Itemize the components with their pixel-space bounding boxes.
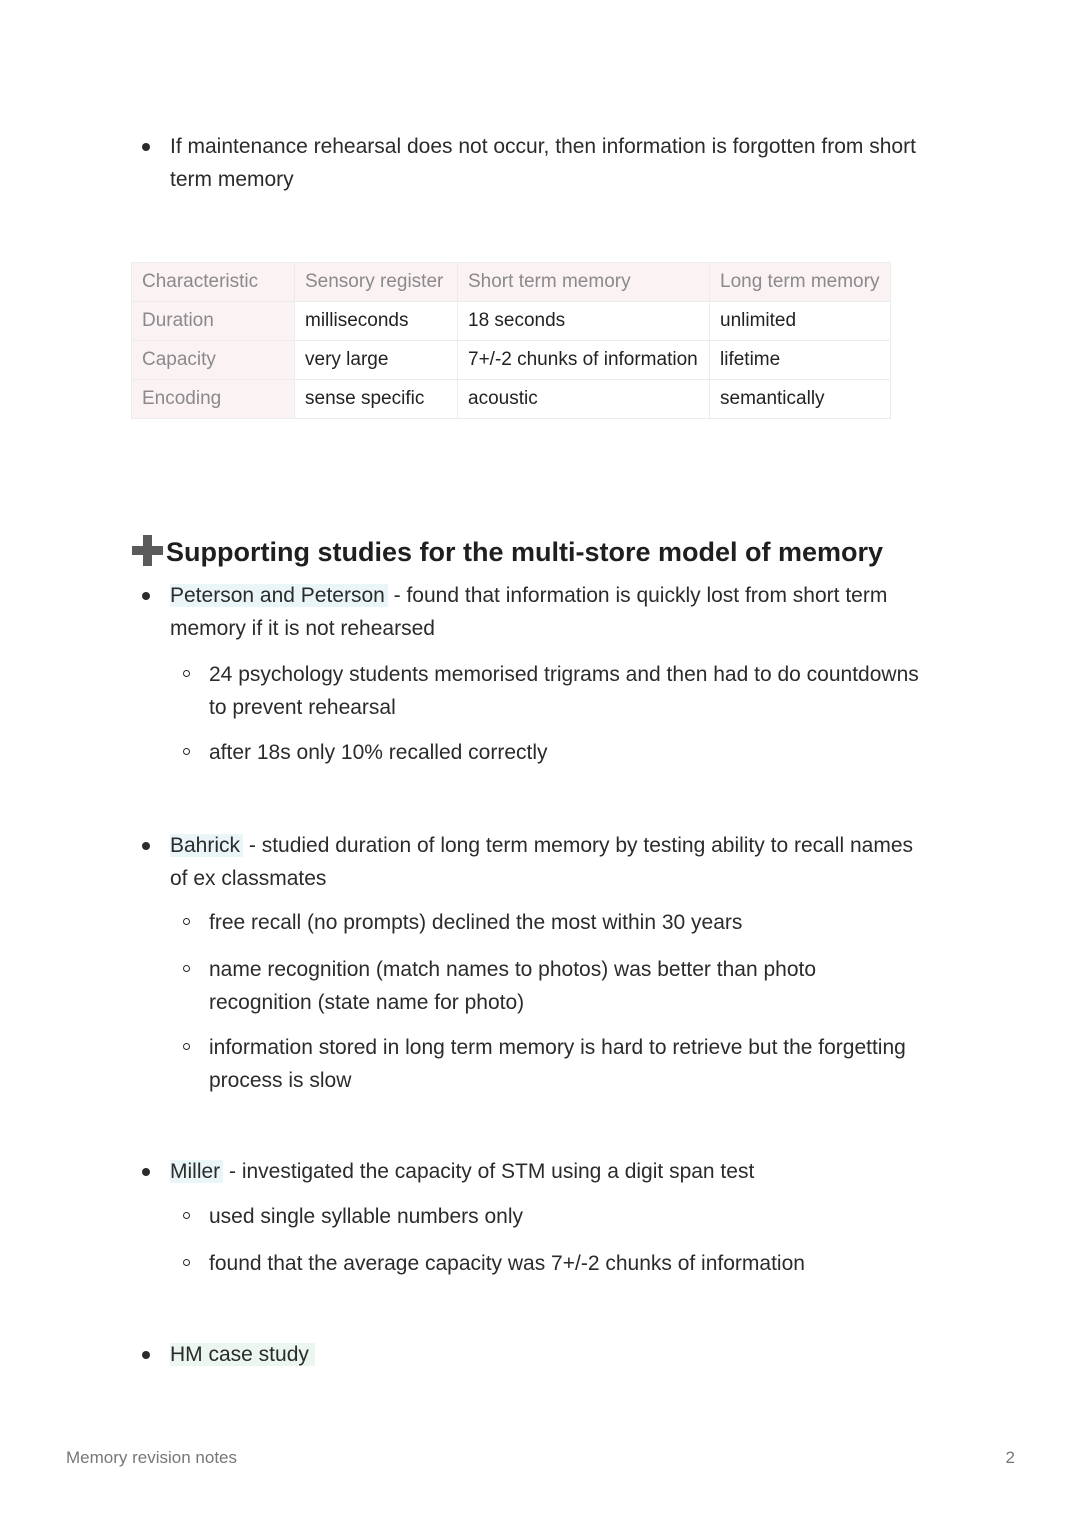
table-cell: semantically <box>710 380 891 419</box>
table-cell: sense specific <box>295 380 458 419</box>
study-name-highlight: Bahrick <box>170 834 243 857</box>
study-miller-line1 <box>170 1155 754 1188</box>
table-row-header: Encoding <box>132 380 295 419</box>
study-bahrick-line1 <box>170 829 913 862</box>
sub-bullet-ring <box>183 1043 190 1050</box>
footer-title: Memory revision notes <box>66 1448 238 1467</box>
memory-store-table <box>131 262 891 419</box>
study-name-highlight: Miller <box>170 1160 223 1183</box>
table-cell: unlimited <box>710 302 891 341</box>
section-heading <box>131 532 883 572</box>
sub-bullet-line1: name recognition (match names to photos) was better than photo <box>209 958 817 981</box>
sub-bullet-line1: after 18s only 10% recalled correctly <box>209 741 548 764</box>
table-cell: milliseconds <box>295 302 458 341</box>
sub-bullet-ring <box>183 748 190 755</box>
study-description: - studied duration of long term memory by testing ability to recall names <box>243 834 914 857</box>
sub-bullet-line2: process is slow <box>209 1069 352 1092</box>
section-heading-text: Supporting studies for the multi-store model of memory <box>166 537 884 567</box>
study-name-highlight: Peterson and Peterson <box>170 584 388 607</box>
intro-bullet-line1: If maintenance rehearsal does not occur, then information is forgotten from short <box>170 135 916 158</box>
table-row <box>132 302 891 341</box>
table-cell: lifetime <box>710 341 891 380</box>
bullet-dot <box>142 1351 150 1359</box>
sub-bullet-line2: to prevent rehearsal <box>209 696 396 719</box>
table-row <box>132 341 891 380</box>
study-description: - investigated the capacity of STM using a digit span test <box>223 1160 755 1183</box>
sub-bullet-ring <box>183 670 190 677</box>
study-peterson-line2: memory if it is not rehearsed <box>170 617 435 640</box>
study-bahrick-line2: of ex classmates <box>170 867 327 890</box>
bullet-dot <box>142 842 150 850</box>
table-row-header: Duration <box>132 302 295 341</box>
table-header-cell: Long term memory <box>710 263 891 302</box>
sub-bullet-line1: free recall (no prompts) declined the most within 30 years <box>209 911 743 934</box>
table-header-cell: Short term memory <box>458 263 710 302</box>
study-description: - found that information is quickly lost from short term <box>387 584 888 607</box>
study-hm-line1 <box>170 1338 315 1371</box>
sub-bullet-ring <box>183 965 190 972</box>
sub-bullet-line2: recognition (state name for photo) <box>209 991 525 1014</box>
page-number: 2 <box>1005 1448 1015 1467</box>
sub-bullet-ring <box>183 1259 190 1266</box>
plus-icon <box>131 534 164 567</box>
table-row <box>132 380 891 419</box>
table-header-cell: Sensory register <box>295 263 458 302</box>
table-cell: 18 seconds <box>458 302 710 341</box>
bullet-dot <box>142 143 150 151</box>
sub-bullet-line1: found that the average capacity was 7+/-2 chunks of information <box>209 1252 805 1275</box>
study-peterson-line1 <box>170 579 887 612</box>
bullet-dot <box>142 1168 150 1176</box>
table-row-header: Capacity <box>132 341 295 380</box>
sub-bullet-line1: used single syllable numbers only <box>209 1205 524 1228</box>
sub-bullet-ring <box>183 918 190 925</box>
table-cell: 7+/-2 chunks of information <box>458 341 710 380</box>
table-cell: acoustic <box>458 380 710 419</box>
table-cell: very large <box>295 341 458 380</box>
bullet-dot <box>142 592 150 600</box>
sub-bullet-line1: 24 psychology students memorised trigrams and then had to do countdowns <box>209 663 919 686</box>
sub-bullet-ring <box>183 1212 190 1219</box>
study-name-highlight: HM case study <box>170 1343 315 1366</box>
intro-bullet-line2: term memory <box>170 168 294 191</box>
sub-bullet-line1: information stored in long term memory is hard to retrieve but the forgetting <box>209 1036 906 1059</box>
table-header-row <box>132 263 891 302</box>
table-header-cell: Characteristic <box>132 263 295 302</box>
